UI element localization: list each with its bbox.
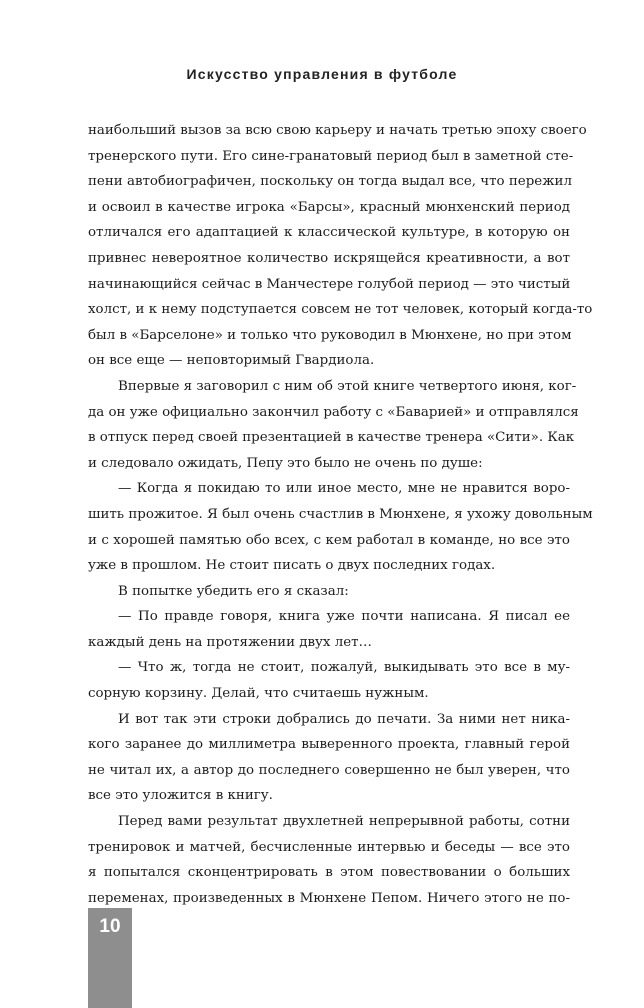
text-line: наибольший вызов за всю свою карьеру и начать третью эпоху своего (88, 123, 587, 138)
text-line: в отпуск перед своей презентацией в качестве тренера «Сити». Как (88, 430, 575, 446)
text-line: Перед вами результат двухлетней непрерывной работы, сотни (118, 814, 570, 830)
text-line: да он уже официально закончил работу с «Баварией» и отправлялся (88, 404, 579, 420)
text-line: привнес невероятное количество искрящейся креативности, а вот (88, 250, 570, 266)
text-line: начинающийся сейчас в Манчестере голубой период — это чистый (88, 276, 571, 292)
page-number: 10 (99, 916, 121, 937)
text-line: и следовало ожидать, Пепу это было не очень по душе: (88, 455, 483, 471)
text-line: отличался его адаптацией к классической культуре, в которую он (88, 225, 570, 241)
text-line: я попытался сконцентрировать в этом повествовании о больших (88, 865, 570, 881)
text-line: и с хорошей памятью обо всех, с кем работал в команде, но все это (88, 532, 570, 548)
text-line: шить прожитое. Я был очень счастлив в Мюнхене, я ухожу довольным (88, 506, 593, 522)
page-number-tab (88, 908, 132, 1008)
text-line: сорную корзину. Делай, что считаешь нужным. (88, 686, 429, 702)
text-line: переменах, произведенных в Мюнхене Пепом. Ничего этого не по- (88, 890, 570, 906)
text-line: каждый день на протяжении двух лет… (88, 634, 372, 650)
text-line: все это уложится в книгу. (88, 788, 273, 804)
text-line: был в «Барселоне» и только что руководил в Мюнхене, но при этом (88, 327, 572, 343)
text-line: тренировок и матчей, бесчисленные интервью и беседы — все это (88, 839, 570, 855)
text-line: — Что ж, тогда не стоит, пожалуй, выкидывать это все в му- (118, 660, 570, 676)
text-line: холст, и к нему подступается совсем не тот человек, который когда-то (88, 302, 593, 318)
text-line: В попытке убедить его я сказал: (118, 583, 349, 599)
text-line: — Когда я покидаю то или иное место, мне не нравится воро- (118, 481, 570, 497)
text-line: тренерского пути. Его сине-гранатовый период был в заметной сте- (88, 148, 574, 164)
text-line: он все еще — неповторимый Гвардиола. (88, 353, 375, 369)
text-line: пени автобиографичен, поскольку он тогда выдал все, что пережил (88, 174, 572, 190)
text-line: уже в прошлом. Не стоит писать о двух последних годах. (88, 558, 496, 574)
body-text (88, 118, 593, 911)
text-line: не читал их, а автор до последнего совершенно не был уверен, что (88, 762, 570, 778)
text-line: и освоил в качестве игрока «Барсы», красный мюнхенский период (88, 199, 570, 215)
text-line: — По правде говоря, книга уже почти написана. Я писал ее (118, 609, 570, 625)
running-head: Искусство управления в футболе (186, 66, 458, 82)
text-line: Впервые я заговорил с ним об этой книге четвертого июня, ког- (118, 378, 577, 394)
text-line: И вот так эти строки добрались до печати. За ними нет ника- (118, 711, 570, 727)
text-line: кого заранее до миллиметра выверенного проекта, главный герой (88, 737, 570, 753)
